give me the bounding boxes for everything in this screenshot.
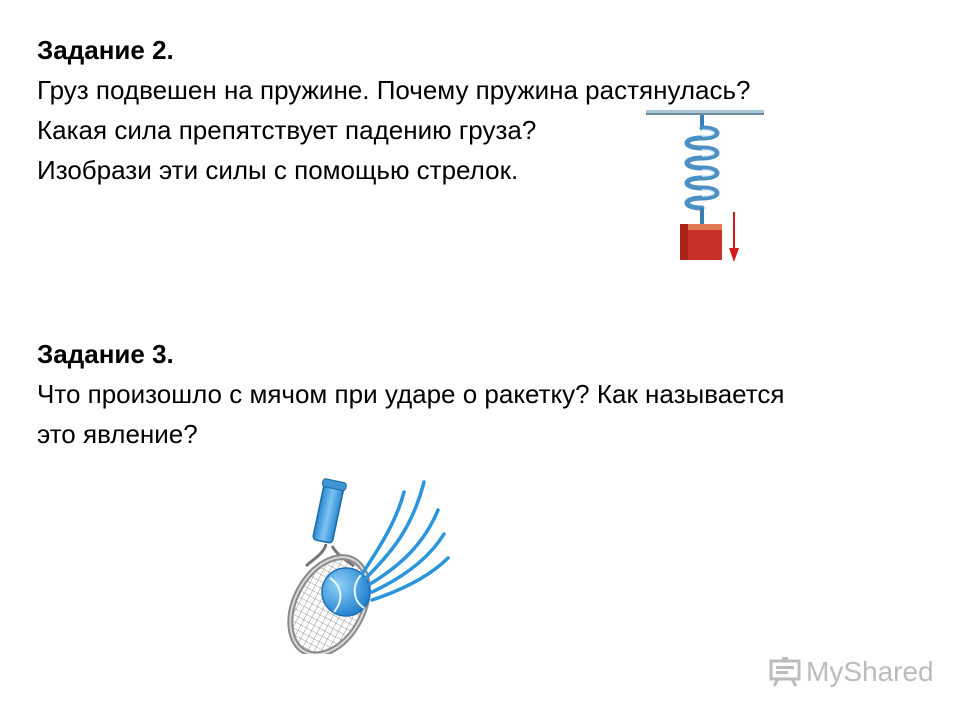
task-3-block [37, 334, 897, 454]
spring-weight-illustration [630, 104, 780, 264]
task-3-heading: Задание 3. [37, 339, 174, 369]
task-3-line-2: это явление? [37, 419, 198, 449]
motion-lines [362, 482, 448, 600]
task-2-line-1: Груз подвешен на пружине. Почему пружина растянулась? [37, 75, 751, 105]
task-2-line-3: Изобрази эти силы с помощью стрелок. [37, 155, 519, 185]
task-3-line-1: Что произошло с мячом при ударе о ракетку? Как называется [37, 379, 785, 409]
gravity-arrow [729, 212, 739, 262]
presentation-board-icon [768, 657, 802, 687]
task-2-heading: Задание 2. [37, 35, 174, 65]
racket-handle [311, 478, 347, 544]
task-2-line-2: Какая сила препятствует падению груза? [37, 115, 537, 145]
racket-ball-illustration [272, 474, 512, 654]
myshared-watermark [768, 656, 934, 688]
watermark-text: MyShared [806, 656, 934, 687]
